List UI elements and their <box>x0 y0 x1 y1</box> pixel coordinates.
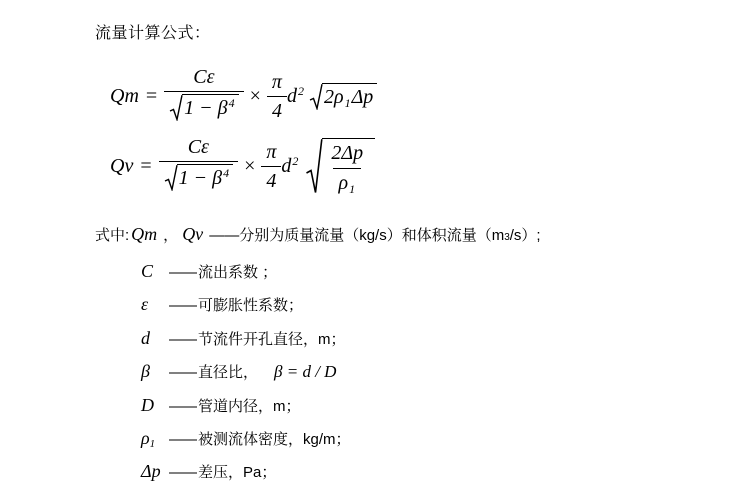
definition-text: 差压，Pa； <box>198 464 277 481</box>
equals-sign: = <box>145 85 158 107</box>
fraction-denominator <box>164 91 243 128</box>
radical-fraction <box>326 141 368 196</box>
times-sign: × <box>249 85 261 107</box>
definition-text: 直径比， <box>198 364 259 381</box>
d-symbol: d <box>281 155 292 177</box>
radicand <box>322 83 377 109</box>
dash: —— <box>169 464 195 481</box>
pi-denominator: 4 <box>261 166 281 194</box>
qm-symbol: Qm <box>131 224 158 244</box>
definition-text: 节流件开孔直径，m； <box>198 331 346 348</box>
sqrt-expression <box>169 94 238 121</box>
intro-text-end: /s）; <box>509 227 541 244</box>
d-exponent: 2 <box>292 154 299 168</box>
dash: —— <box>169 264 195 281</box>
radicand <box>322 138 375 196</box>
symbol-text: β <box>141 361 150 381</box>
radicand-base: 1 − β <box>184 97 228 119</box>
symbol-text: D <box>141 395 154 415</box>
radical-sign-icon <box>305 138 323 195</box>
symbol-sub: 1 <box>149 438 156 450</box>
dash: —— <box>169 331 195 348</box>
d-exponent: 2 <box>297 84 304 98</box>
symbol-delta-p <box>141 461 169 482</box>
radicand-exponent: 4 <box>228 96 235 110</box>
sqrt-expression-tail <box>309 83 377 110</box>
symbol-beta <box>141 361 169 382</box>
rho-symbol: ρ <box>338 171 349 194</box>
definition-row-delta-p <box>141 461 292 482</box>
pi-fraction <box>267 70 287 124</box>
radicand-exponent: 4 <box>223 166 230 180</box>
symbol-text: ε <box>141 294 149 314</box>
symbol-text: C <box>141 261 154 281</box>
formula-qm <box>110 65 377 128</box>
qm-symbol: Qm <box>110 85 139 107</box>
radical-sign-icon <box>169 94 183 121</box>
symbol-text: d <box>141 328 150 348</box>
times-sign: × <box>244 155 256 177</box>
formula-qv <box>110 135 375 198</box>
symbol-rho <box>141 428 169 449</box>
definition-row-rho <box>141 428 367 449</box>
definition-row-beta <box>141 361 336 382</box>
intro-prefix: 式中: <box>95 227 130 244</box>
definition-row-c <box>141 261 293 282</box>
pi-numerator: π <box>266 140 277 163</box>
rho-subscript: 1 <box>349 181 356 196</box>
definition-text: 流出系数 ； <box>198 264 278 281</box>
radicand-post: Δp <box>351 86 374 108</box>
dash: —— <box>169 297 195 314</box>
symbol-cap-d <box>141 395 169 416</box>
intro-text: ——分别为质量流量（kg/s）和体积流量（m <box>209 227 505 244</box>
rho-subscript: 1 <box>344 96 351 110</box>
radical-sign-icon <box>309 83 323 110</box>
d-symbol: d <box>286 85 297 107</box>
qv-symbol: Qv <box>110 155 134 177</box>
d-squared <box>287 85 304 108</box>
qv-symbol: Qv <box>182 224 204 244</box>
page-title: 流量计算公式： <box>95 25 211 42</box>
pi-denominator: 4 <box>267 96 287 124</box>
comma-separator: ， <box>163 227 179 244</box>
definition-text: 可膨胀性系数； <box>198 297 304 314</box>
fraction-numerator: Cε <box>193 66 215 88</box>
definition-row-cap-d <box>141 395 317 416</box>
radical-fraction-denominator <box>333 168 361 196</box>
symbol-c <box>141 261 169 282</box>
definition-text: 管道内径，m； <box>198 398 301 415</box>
fraction-denominator <box>159 161 238 198</box>
sqrt-fraction-expression <box>305 138 375 196</box>
radical-fraction-numerator: 2Δp <box>331 141 364 164</box>
symbol-d <box>141 328 169 349</box>
beta-ratio-formula: β = d / D <box>274 362 337 381</box>
radicand <box>182 94 238 120</box>
fraction-numerator: Cε <box>187 136 209 158</box>
symbol-text: Δp <box>141 461 161 481</box>
sqrt-expression <box>164 164 233 191</box>
equals-sign: = <box>140 155 152 177</box>
symbol-text: ρ <box>141 428 150 448</box>
dash: —— <box>169 398 195 415</box>
pi-numerator: π <box>271 70 282 93</box>
radical-sign-icon <box>164 164 178 191</box>
coefficient-fraction <box>159 135 238 198</box>
d-squared <box>281 155 298 178</box>
radicand <box>177 164 233 190</box>
definition-row-d <box>141 328 362 349</box>
dash: —— <box>169 431 195 448</box>
symbol-epsilon <box>141 294 169 315</box>
coefficient-fraction <box>164 65 243 128</box>
radicand-pre: 2ρ <box>323 86 344 108</box>
symbols-intro-line: 式中: Qm ， Qv ——分别为质量流量（kg/s）和体积流量（m 3 /s）; <box>95 224 541 244</box>
definition-row-epsilon <box>141 294 319 315</box>
definition-text: 被测流体密度，kg/m； <box>198 431 351 448</box>
dash: —— <box>169 364 195 381</box>
pi-fraction <box>261 140 281 194</box>
radicand-base: 1 − β <box>178 167 223 189</box>
